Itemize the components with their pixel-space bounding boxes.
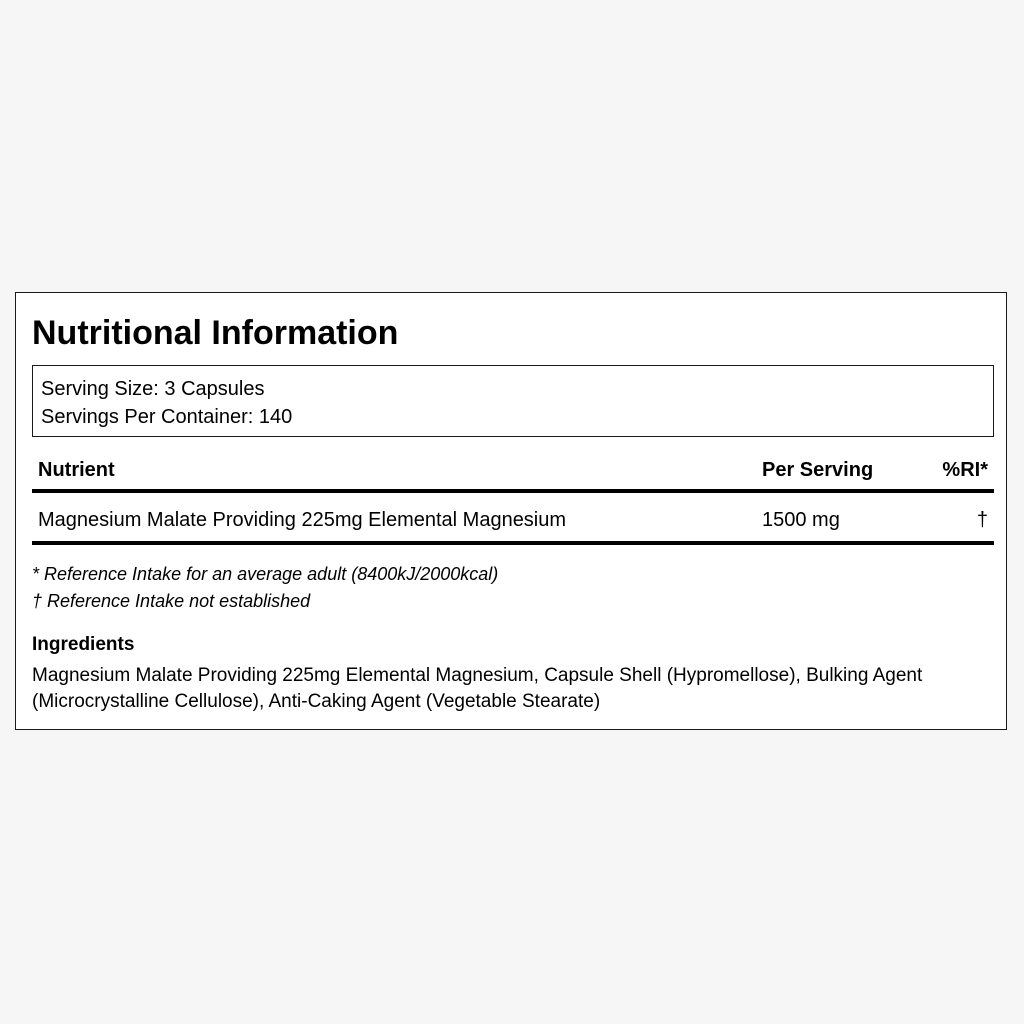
panel-title: Nutritional Information [32,314,399,352]
header-per-serving: Per Serving [762,459,874,481]
footnote-ri: * Reference Intake for an average adult (8400kJ/2000kcal) [32,564,499,584]
table-row [32,493,994,545]
ingredients-title: Ingredients [32,634,135,655]
header-nutrient: Nutrient [38,459,115,481]
row-per-serving: 1500 mg [762,509,840,531]
nutrition-panel [15,292,1007,730]
table-header [32,453,994,493]
ingredients-section [32,631,994,715]
header-ri: %RI* [942,459,988,481]
ingredients-text: Magnesium Malate Providing 225mg Elemental Magnesium, Capsule Shell (Hypromellose), Bulking Agent (Microcrystalline Cellulose), Anti-Caking Agent (Vegetable Stearate) [32,665,923,712]
row-ri: † [976,509,988,531]
nutrient-table [32,453,994,545]
servings-per-container: Servings Per Container: 140 [41,406,293,428]
row-nutrient: Magnesium Malate Providing 225mg Elemental Magnesium [38,509,567,531]
serving-size: Serving Size: 3 Capsules [41,378,265,400]
footnote-not-established: † Reference Intake not established [32,591,311,611]
footnotes [32,561,994,615]
serving-info-box [32,365,994,437]
